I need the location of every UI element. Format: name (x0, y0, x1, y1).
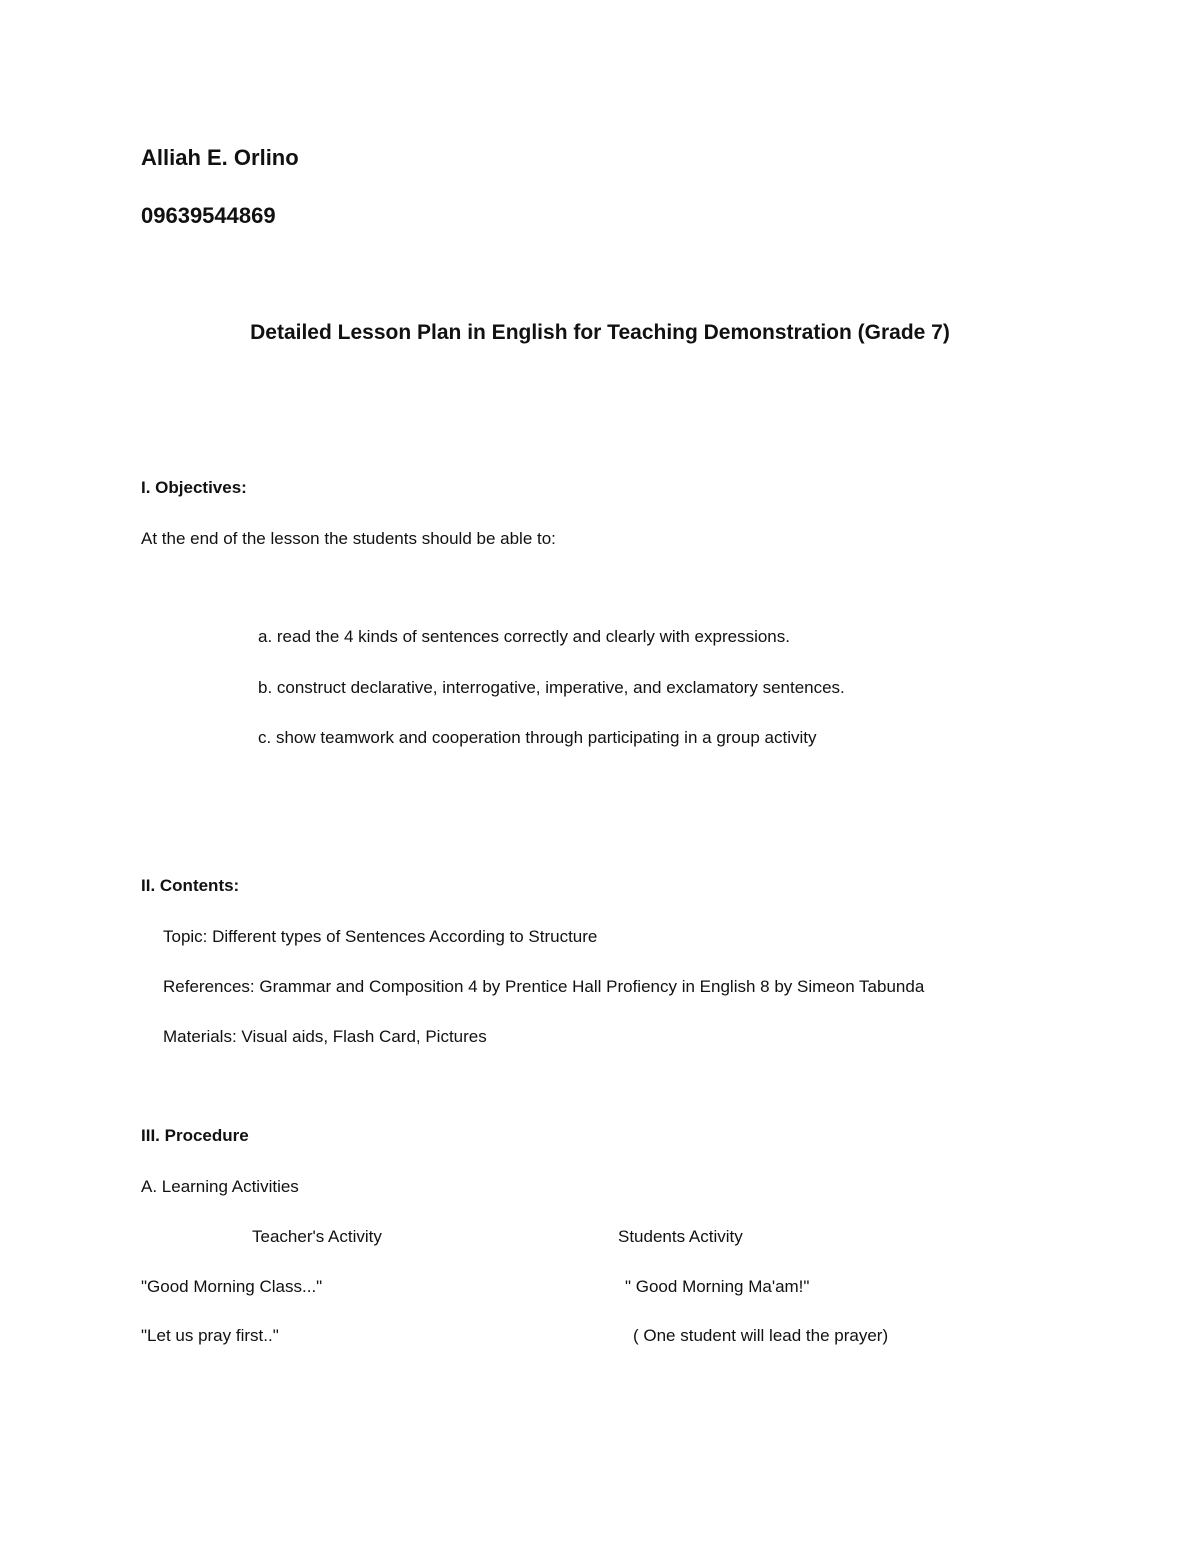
objective-item-a: a. read the 4 kinds of sentences correctly and clearly with expressions. (258, 627, 790, 646)
procedure-subheading: A. Learning Activities (141, 1177, 299, 1196)
author-phone: 09639544869 (141, 203, 276, 228)
objectives-intro: At the end of the lesson the students should be able to: (141, 529, 556, 548)
author-name: Alliah E. Orlino (141, 145, 299, 170)
objectives-heading: I. Objectives: (141, 478, 247, 497)
students-activity-row-1: " Good Morning Ma'am!" (625, 1277, 810, 1296)
objective-item-b: b. construct declarative, interrogative, imperative, and exclamatory sentences. (258, 678, 845, 697)
objective-item-c: c. show teamwork and cooperation through participating in a group activity (258, 728, 817, 747)
contents-topic: Topic: Different types of Sentences According to Structure (163, 927, 598, 946)
teacher-activity-row-2: "Let us pray first.." (141, 1326, 279, 1345)
contents-materials: Materials: Visual aids, Flash Card, Pictures (163, 1027, 487, 1046)
teacher-activity-column-header: Teacher's Activity (252, 1227, 382, 1246)
procedure-heading: III. Procedure (141, 1126, 249, 1145)
teacher-activity-row-1: "Good Morning Class..." (141, 1277, 323, 1296)
students-activity-column-header: Students Activity (618, 1227, 743, 1246)
document-title: Detailed Lesson Plan in English for Teaching Demonstration (Grade 7) (250, 321, 950, 344)
contents-heading: II. Contents: (141, 876, 240, 895)
students-activity-row-2: ( One student will lead the prayer) (633, 1326, 889, 1345)
contents-references: References: Grammar and Composition 4 by Prentice Hall Profiency in English 8 by Simeon Tabunda (163, 977, 925, 996)
